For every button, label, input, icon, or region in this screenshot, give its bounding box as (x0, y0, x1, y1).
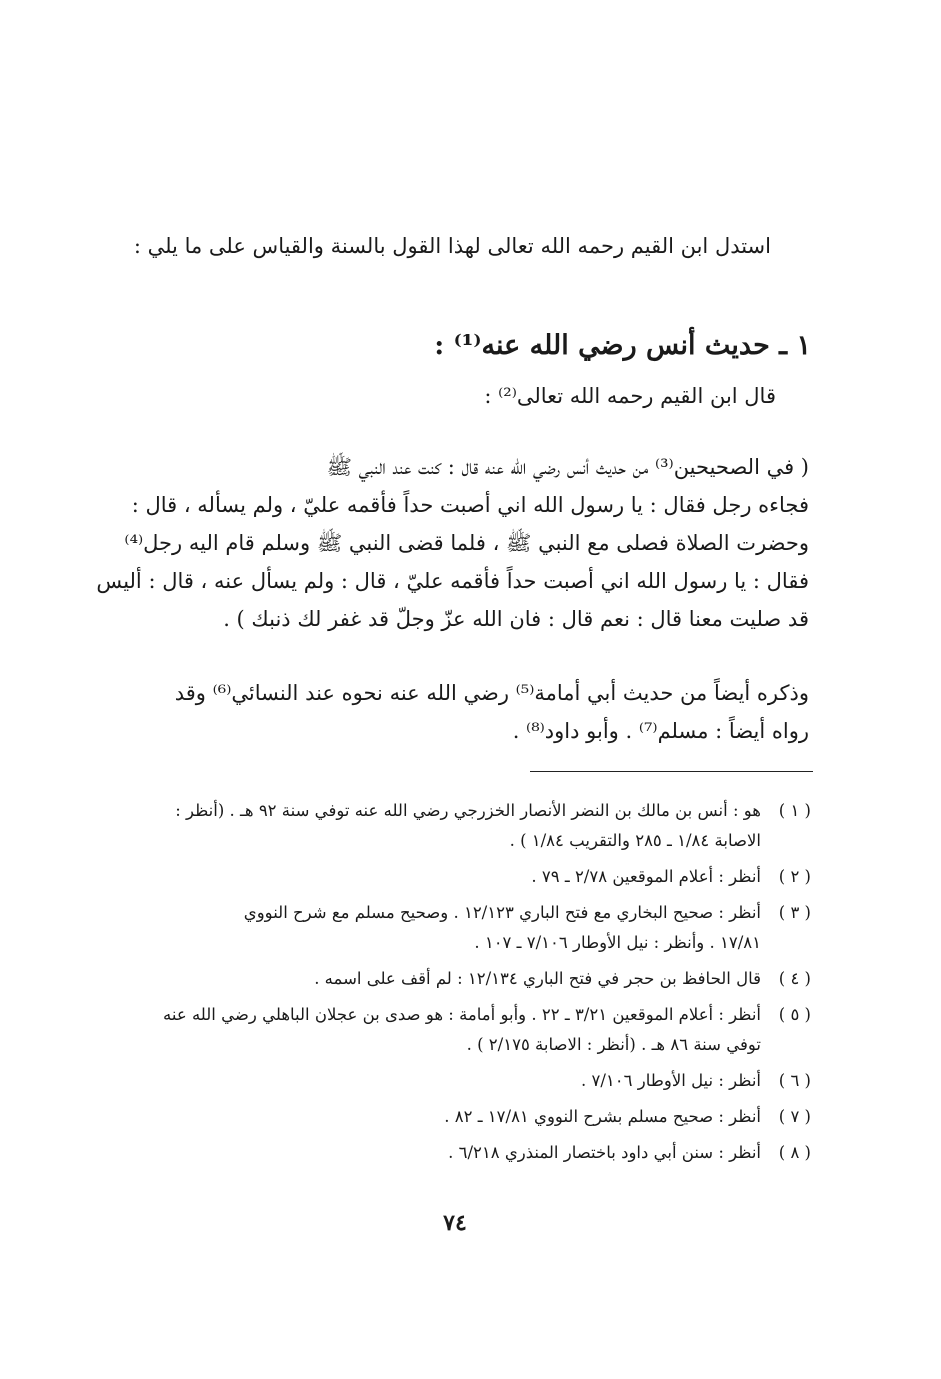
footnote-line: هو : أنس بن مالك بن النضر الأنصار الخزرجي رضي الله عنه توفي سنة ٩٢ هـ . (أنظر : (175, 801, 761, 820)
footnote-6 (111, 1066, 811, 1096)
footnote-line: أنظر : أعلام الموقعين ٣/٢١ ـ ٢٢ . وأبو أمامة : هو صدى بن عجلان الباهلي رضي الله عنه (163, 1005, 761, 1024)
footnote-text (111, 1138, 761, 1168)
quote-line: فقال : يا رسول الله اني أصبت حداً فأقمه عليّ ، قال : ولم يسأل عنه ، قال : أليس (96, 569, 809, 593)
page-number: ٧٤ (443, 1210, 467, 1236)
footnote-line: قال الحافظ بن حجر في فتح الباري ١٢/١٣٤ : لم أقف على اسمه . (314, 969, 761, 988)
footnote-number: ( ٧ ) (778, 1107, 811, 1126)
quote-line: فجاءه رجل فقال : يا رسول الله اني أصبت حداً فأقمه عليّ ، ولم يسأله ، قال : (131, 493, 809, 517)
footnote-text (111, 862, 761, 892)
footnote-divider (530, 771, 813, 772)
footnote-line: الاصابة ١/٨٤ ـ ٢٨٥ والتقريب ١/٨٤ ) . (509, 831, 761, 850)
footnote-number: ( ٥ ) (778, 1005, 811, 1024)
paragraph-line: رواه أيضاً : مسلم⁽⁷⁾ . وأبو داود⁽⁸⁾ . (512, 719, 809, 743)
footnote-3 (111, 898, 811, 958)
narration-paragraph (119, 674, 809, 750)
paragraph-line: وذكره أيضاً من حديث أبي أمامة⁽⁵⁾ رضي الله عنه نحوه عند النسائي⁽⁶⁾ وقد (174, 681, 809, 705)
footnote-text (111, 1066, 761, 1096)
footnote-text (111, 898, 761, 958)
footnote-line: ١٧/٨١ . وأنظر : نيل الأوطار ٧/١٠٦ ـ ١٠٧ . (474, 933, 761, 952)
footnote-text (111, 1102, 761, 1132)
quote-line: وحضرت الصلاة فصلى مع النبي ﷺ ، فلما قضى النبي ﷺ وسلم قام اليه رجل⁽⁴⁾ (124, 531, 809, 555)
footnote-number: ( ١ ) (778, 801, 811, 820)
quote-line: قد صليت معنا قال : نعم قال : فان الله عزّ وجلّ قد غفر لك ذنبك ) . (223, 607, 809, 631)
subheading: قال ابن القيم رحمه الله تعالى⁽²⁾ : (484, 384, 776, 408)
footnote-line: أنظر : صحيح مسلم بشرح النووي ١٧/٨١ ـ ٨٢ . (444, 1107, 761, 1126)
footnote-2 (111, 862, 811, 892)
footnote-line: أنظر : سنن أبي داود باختصار المنذري ٦/٢١٨ . (448, 1143, 761, 1162)
footnote-text (111, 796, 761, 856)
section-heading: ١ ـ حديث أنس رضي الله عنه⁽¹⁾ : (434, 330, 811, 361)
footnote-1 (111, 796, 811, 856)
footnote-number: ( ٦ ) (778, 1071, 811, 1090)
footnote-number: ( ٢ ) (778, 867, 811, 886)
footnote-5 (111, 1000, 811, 1060)
footnote-text (111, 1000, 761, 1060)
footnote-8 (111, 1138, 811, 1168)
footnote-4 (111, 964, 811, 994)
intro-text: استدل ابن القيم رحمه الله تعالى لهذا القول بالسنة والقياس على ما يلي : (133, 234, 771, 258)
footnote-number: ( ٣ ) (778, 903, 811, 922)
footnote-line: أنظر : أعلام الموقعين ٢/٧٨ ـ ٧٩ . (531, 867, 761, 886)
footnote-number: ( ٨ ) (778, 1143, 811, 1162)
footnote-line: أنظر : صحيح البخاري مع فتح الباري ١٢/١٢٣ . وصحيح مسلم مع شرح النووي (243, 903, 761, 922)
footnote-line: أنظر : نيل الأوطار ٧/١٠٦ . (580, 1071, 761, 1090)
quote-line: ( في الصحيحين⁽³⁾ من حديث أنس رضي الله عنه قال : كنت عند النبي ﷺ (326, 455, 809, 479)
footnote-text (111, 964, 761, 994)
footnotes (111, 796, 811, 1174)
footnote-7 (111, 1102, 811, 1132)
footnote-number: ( ٤ ) (778, 969, 811, 988)
footnote-line: توفي سنة ٨٦ هـ . (أنظر : الاصابة ٢/١٧٥ ) . (466, 1035, 761, 1054)
hadith-quote (96, 448, 809, 638)
